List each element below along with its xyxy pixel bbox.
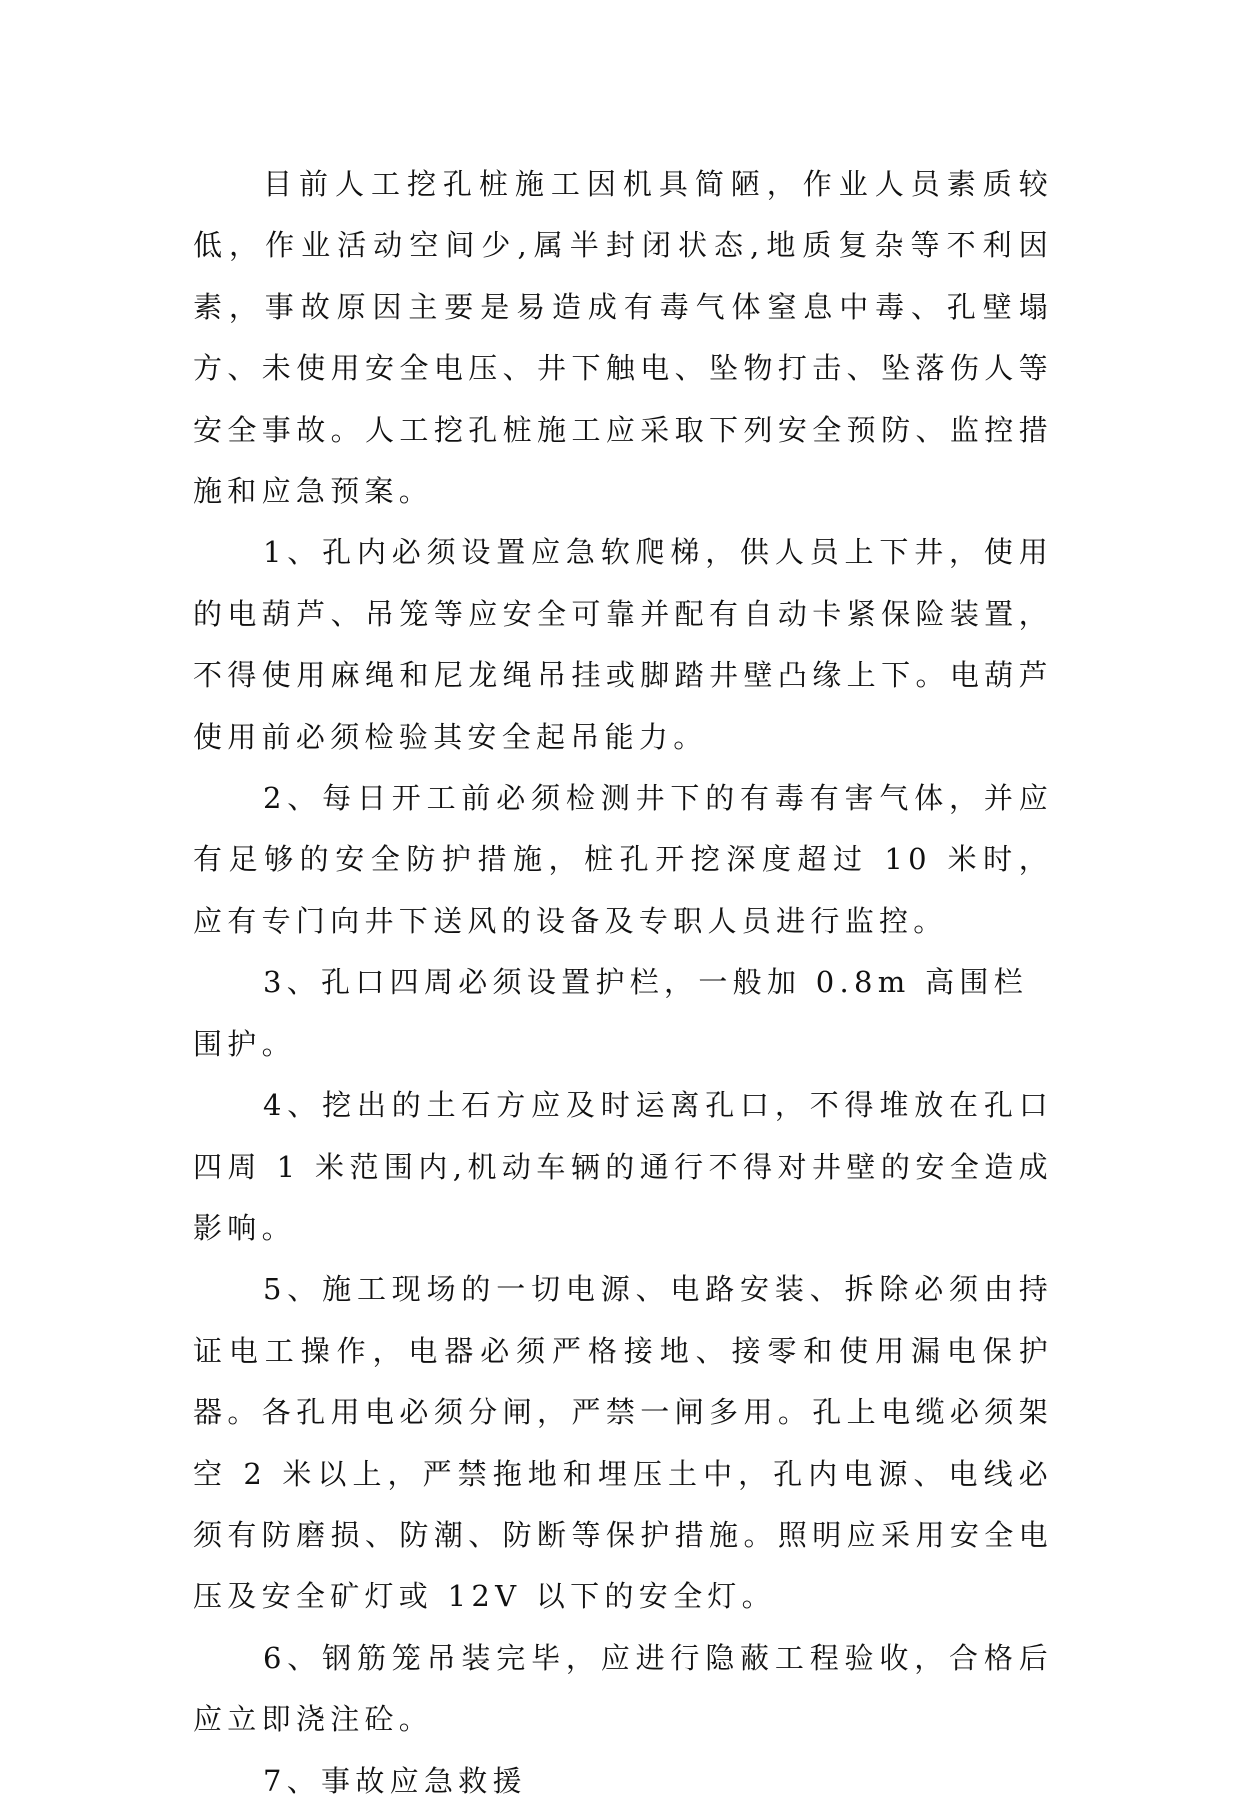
paragraph-item-4: 4、挖出的土石方应及时运离孔口，不得堆放在孔口四周 1 米范围内,机动车辆的通行不得对井壁的安全造成影响。 — [193, 1088, 1053, 1245]
paragraph-item-2: 2、每日开工前必须检测井下的有毒有害气体，并应有足够的安全防护措施，桩孔开挖深度超过 10 米时，应有专门向井下送风的设备及专职人员进行监控。 — [193, 781, 1053, 938]
document-body — [193, 154, 1053, 1812]
paragraph-item-5: 5、施工现场的一切电源、电路安装、拆除必须由持证电工操作，电器必须严格接地、接零和使用漏电保护器。各孔用电必须分闸，严禁一闸多用。孔上电缆必须架空 2 米以上，严禁拖地和埋压土中，孔内电源、电线必须有防磨损、防潮、防断等保护措施。照明应采用安全电压及安全矿灯或 12V 以下的安全灯。 — [193, 1272, 1053, 1614]
paragraph-item-1: 1、孔内必须设置应急软爬梯，供人员上下井，使用的电葫芦、吊笼等应安全可靠并配有自动卡紧保险装置，不得使用麻绳和尼龙绳吊挂或脚踏井壁凸缘上下。电葫芦使用前必须检验其安全起吊能力。 — [193, 535, 1053, 754]
paragraph-intro: 目前人工挖孔桩施工因机具简陋，作业人员素质较低，作业活动空间少,属半封闭状态,地质复杂等不利因素，事故原因主要是易造成有毒气体窒息中毒、孔壁塌方、未使用安全电压、井下触电、坠物打击、坠落伤人等安全事故。人工挖孔桩施工应采取下列安全预防、监控措施和应急预案。 — [193, 167, 1053, 509]
paragraph-item-3: 3、孔口四周必须设置护栏，一般加 0.8m 高围栏围护。 — [193, 965, 1029, 1061]
paragraph-item-7: 7、事故应急救援 — [263, 1763, 527, 1798]
paragraph-item-6: 6、钢筋笼吊装完毕，应进行隐蔽工程验收，合格后应立即浇注砼。 — [193, 1640, 1053, 1737]
